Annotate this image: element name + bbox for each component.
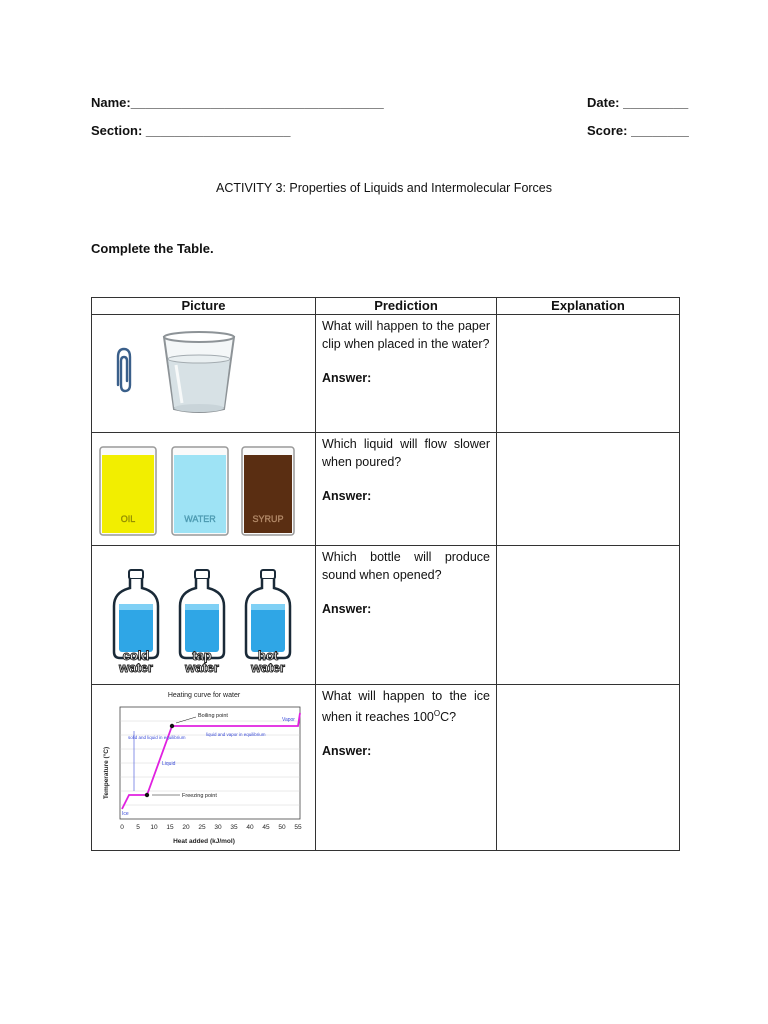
water-label: WATER [184,514,216,524]
answer-label: Answer: [322,489,372,503]
glass-rim [164,332,234,342]
x-tick-label: 35 [230,824,238,831]
name-field-label: Name:___________________________________ [91,95,384,110]
table-row [92,546,680,685]
hot-water-bottle [246,570,290,658]
x-tick-label: 40 [246,824,254,831]
freezing-point-marker [145,793,149,797]
ice-label: Ice [122,811,129,817]
oil-beaker [100,447,156,535]
heating-curve-title: Heating curve for water [167,692,241,699]
x-tick-label: 55 [294,824,302,831]
answer-label: Answer: [322,602,372,616]
bottle-label-water: water [251,660,285,675]
explanation-cell[interactable] [497,546,680,685]
heating-curve-image [92,685,316,845]
freezing-point-label: Freezing point [182,793,217,799]
x-tick-label: 15 [166,824,174,831]
water-beaker [172,447,228,535]
answer-label: Answer: [322,371,372,385]
x-tick-label: 10 [150,824,158,831]
table-row [92,685,680,851]
solid-liquid-equilibrium-label: solid and liquid in equilibrium [128,735,186,740]
table-row [92,315,680,433]
paper-clip-and-glass-image [92,315,316,427]
bottle-label-water: water [119,660,153,675]
boiling-point-marker [170,724,174,728]
oil-label: OIL [120,514,136,524]
liquid-beakers-image [92,433,316,540]
column-header-prediction: Prediction [316,298,497,315]
syrup-label: SYRUP [252,514,284,524]
activity-table [91,297,680,851]
bottle-label-hot: hot [257,648,279,663]
x-tick-label: 45 [262,824,270,831]
instruction-text: Complete the Table. [91,241,214,256]
x-tick-label: 0 [120,824,124,831]
explanation-cell[interactable] [497,433,680,546]
syrup-beaker [242,447,294,535]
explanation-cell[interactable] [497,685,680,851]
column-header-picture: Picture [92,298,316,315]
x-tick-label: 20 [182,824,190,831]
prediction-cell [316,433,497,546]
section-field-label: Section: ____________________ [91,123,291,138]
vapor-label: Vapor [282,717,295,723]
bottle-label-tap: tap [192,648,212,663]
bottle-label-water: water [185,660,219,675]
answer-label: Answer: [322,744,372,759]
prediction-question: What will happen to the paper clip when placed in the water? [322,319,490,351]
picture-cell [92,315,316,433]
boiling-point-label: Boiling point [198,713,228,719]
column-header-explanation: Explanation [497,298,680,315]
water-bottles-image [92,546,316,679]
x-tick-label: 30 [214,824,222,831]
heating-curve-xlabel: Heat added (kJ/mol) [173,838,235,845]
liquid-vapor-equilibrium-label: liquid and vapor in equilibrium [206,732,266,737]
explanation-cell[interactable] [497,315,680,433]
prediction-cell [316,315,497,433]
prediction-question: What will happen to the ice when it reaches $100^OC$? [322,689,490,725]
cold-water-bottle [114,570,158,658]
bottle-label-cold: cold [122,648,150,663]
table-row [92,433,680,546]
prediction-cell [316,546,497,685]
picture-cell [92,433,316,546]
heating-curve-ylabel: Temperature (°C) [103,746,110,800]
paper-clip-icon [118,349,130,391]
picture-cell [92,546,316,685]
date-field-label: Date: _________ [587,95,689,110]
x-tick-label: 5 [136,824,140,831]
score-field-label: Score: ________ [587,123,689,138]
x-tick-labels [120,824,302,831]
prediction-cell [316,685,497,851]
table-header-row [92,298,680,315]
prediction-question: Which liquid will flow slower when poured? [322,437,490,469]
x-tick-label: 25 [198,824,206,831]
activity-title: ACTIVITY 3: Properties of Liquids and Intermolecular Forces [215,181,553,195]
x-tick-label: 50 [278,824,286,831]
prediction-question: Which bottle will produce sound when opened? [322,550,490,582]
tap-water-bottle [180,570,224,658]
liquid-label: Liquid [162,761,176,767]
picture-cell [92,685,316,851]
